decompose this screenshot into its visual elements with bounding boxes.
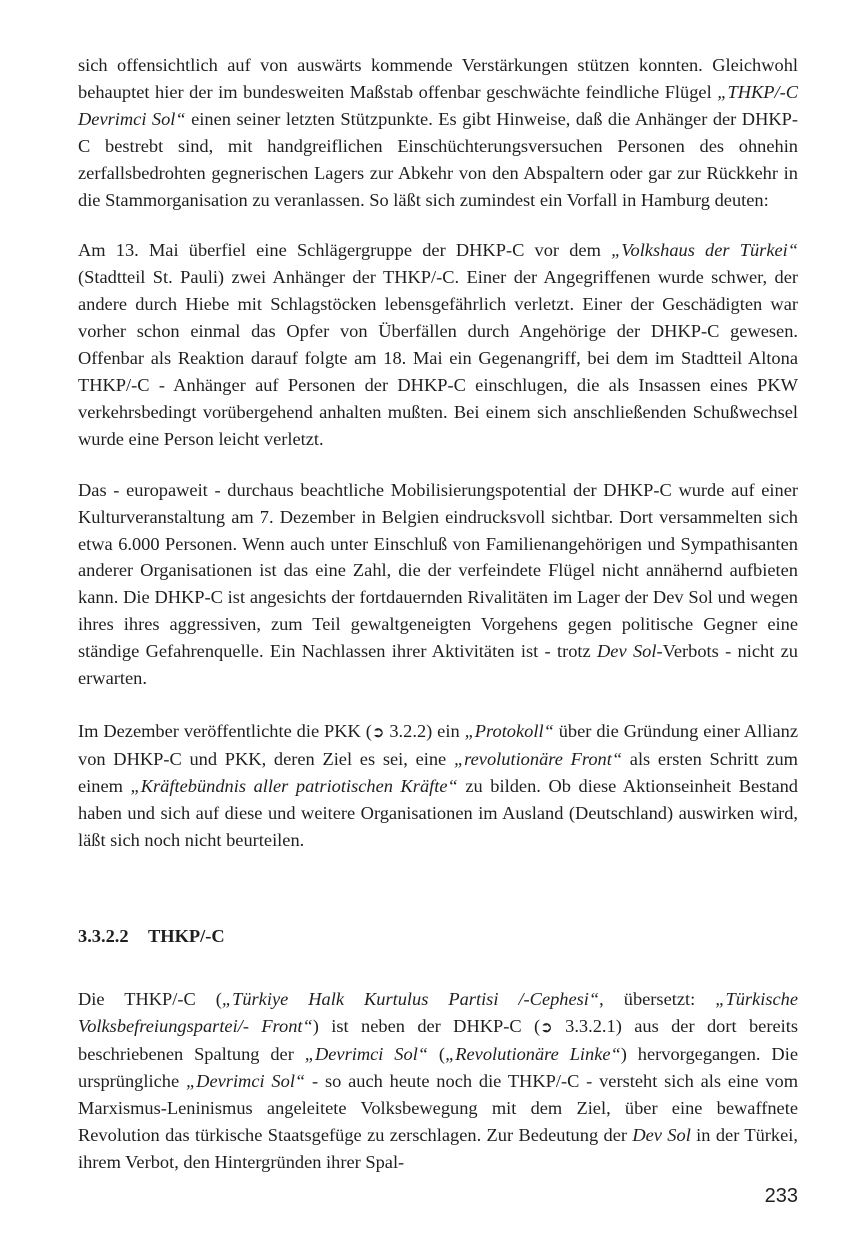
paragraph-1: sich offensichtlich auf von auswärts kommende Verstärkungen stützen konnten. Gleichwohl behauptet hier der im bundesweiten Maßstab offenbar geschwächte feindliche Flügel „THKP/-C Devrimci Sol“ einen seiner letzten Stützpunkte. Es gibt Hinweise, daß die Anhänger der DHKP-C bestrebt sind, mit handgreiflichen Einschüchterungsversuchen Personen des ohnehin zerfallsbedrohten gegnerischen Lagers zur Abkehr von den Abspaltern oder gar zur Rückkehr in die Stammorganisation zu veranlassen. So läßt sich zumindest ein Vorfall in Hamburg deuten: (78, 55, 798, 210)
reference-arrow-icon: ➲ (540, 1018, 553, 1037)
paragraph-2: Am 13. Mai überfiel eine Schlägergruppe der DHKP-C vor dem „Volkshaus der Türkei“ (Stadtteil St. Pauli) zwei Anhänger der THKP/-C. Einer der Angegriffenen wurde schwer, der andere durch Hiebe mit Schlagstöcken lebensgefährlich verletzt. Einer der Geschädigten war vorher schon einmal das Opfer von Überfällen durch Angehörige der DHKP-C gewesen. Offenbar als Reaktion darauf folgte am 18. Mai ein Gegenangriff, bei dem im Stadtteil Altona THKP/-C - Anhänger auf Personen der DHKP-C einschlugen, die als Insassen eines PKW verkehrsbedingt vorübergehend anhalten mußten. Bei einem sich anschließenden Schußwechsel wurde eine Person leicht verletzt. (78, 240, 798, 449)
section-title: THKP/-C (148, 926, 225, 947)
paragraph-3: Das - europaweit - durchaus beachtliche Mobilisierungspotential der DHKP-C wurde auf einer Kulturveranstaltung am 7. Dezember in Belgien eindrucksvoll sichtbar. Dort versammelten sich etwa 6.000 Personen. Wenn auch unter Einschluß von Familienangehörigen und Sympathisanten anderer Organisationen ist das eine Zahl, die der verfeindete Flügel nicht annähernd aufbieten kann. Die DHKP-C ist angesichts der fortdauernden Rivalitäten im Lager der Dev Sol und wegen ihres ihres aggressiven, zum Teil gewaltgeneigten Vorgehens gegen politische Gegner eine ständige Gefahrenquelle. Ein Nachlassen ihrer Aktivitäten ist - trotz Dev Sol-Verbots - nicht zu erwarten. (78, 479, 798, 689)
document-page (78, 52, 798, 1176)
page-number: 233 (764, 1185, 798, 1207)
reference-arrow-icon: ➲ (371, 722, 385, 741)
paragraph-5: Die THKP/-C („Türkiye Halk Kurtulus Partisi /-Cephesi“, übersetzt: „Türkische Volksbefreiungspartei/- Front“) ist neben der DHKP-C (➲ 3.3.2.1) aus der dort bereits beschriebenen Spaltung der „Devrimci Sol“ („Revolutionäre Linke“) hervorgegangen. Die ursprüngliche „Devrimci Sol“ - so auch heute noch die THKP/-C - versteht sich als eine vom Marxismus-Leninismus angeleitete Volksbewegung mit dem Ziel, über eine bewaffnete Revolution das türkische Staatsgefüge zu zerschlagen. Zur Bedeutung der Dev Sol in der Türkei, ihrem Verbot, den Hintergründen ihrer Spal- (78, 989, 798, 1172)
section-heading (78, 923, 798, 950)
section-number: 3.3.2.2 (78, 926, 129, 947)
paragraph-4: Im Dezember veröffentlichte die PKK (➲ 3.2.2) ein „Protokoll“ über die Gründung einer Allianz von DHKP-C und PKK, deren Ziel es sei, eine „revolutionäre Front“ als ersten Schritt zum einem „Kräftebündnis aller patriotischen Kräfte“ zu bilden. Ob diese Aktionseinheit Bestand haben und sich auf diese und weitere Organisationen im Ausland (Deutschland) auswirken wird, läßt sich noch nicht beurteilen. (78, 720, 798, 850)
